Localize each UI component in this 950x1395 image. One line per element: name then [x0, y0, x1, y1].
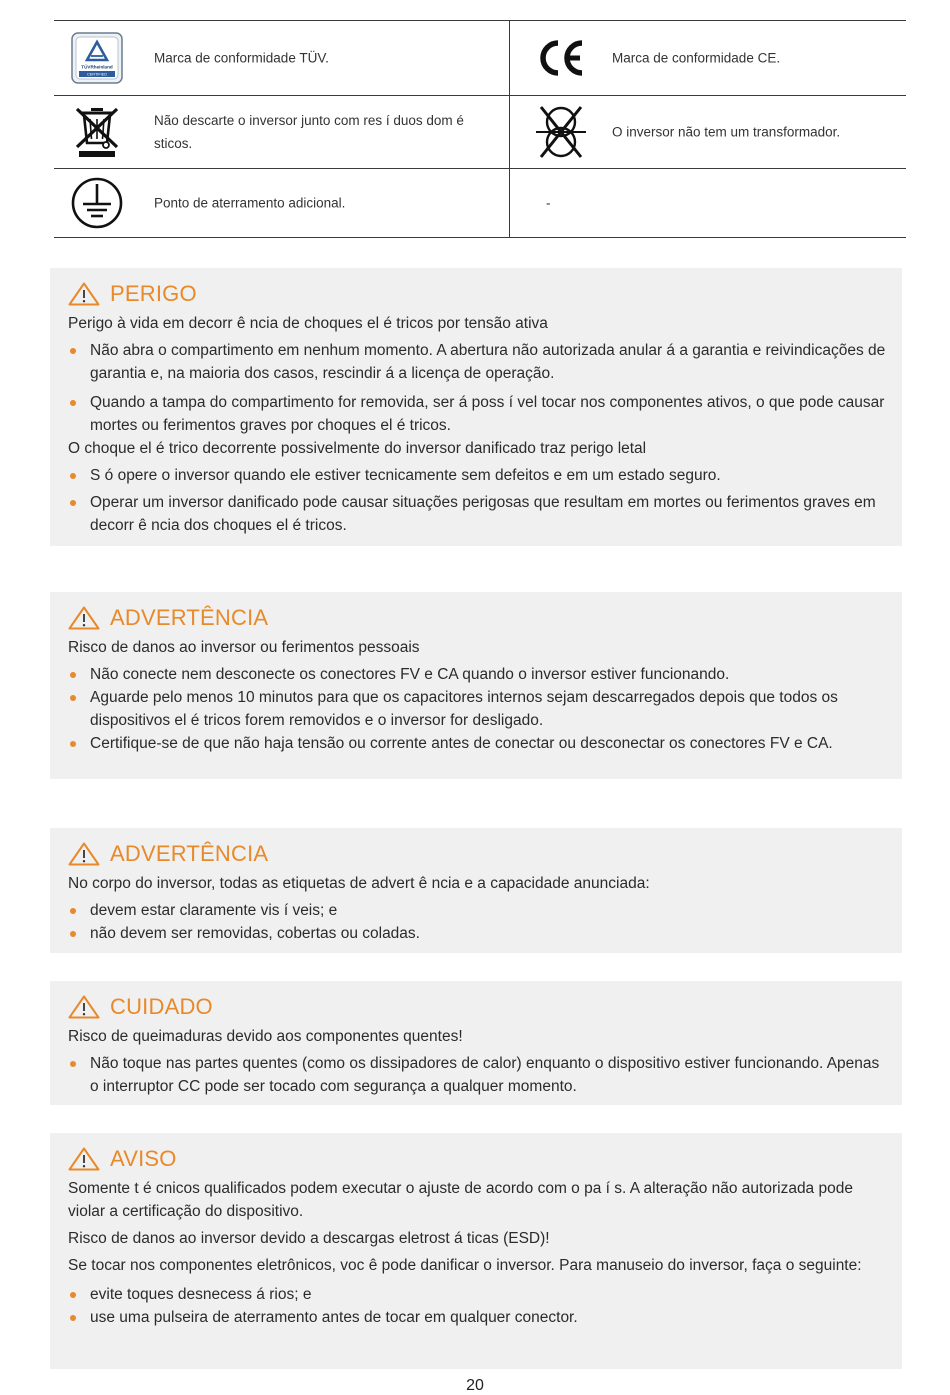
- notice-title: PERIGO: [110, 281, 197, 306]
- symbol-description: -: [546, 195, 551, 211]
- symbol-row: [54, 21, 906, 96]
- tuv-certified-icon: [70, 31, 124, 85]
- symbol-cell: [54, 96, 509, 168]
- notice-title: ADVERTÊNCIA: [110, 605, 269, 630]
- symbol-description: Não descarte o inversor junto com res í duos dom é sticos.: [154, 113, 464, 151]
- notice-header: [68, 282, 892, 306]
- notice-bullet: não devem ser removidas, cobertas ou coladas.: [68, 922, 892, 945]
- warning-icon: [68, 606, 100, 630]
- notice-bullet-list: [68, 899, 892, 945]
- warning-icon: [68, 282, 100, 306]
- notice-bullet: evite toques desnecess á rios; e: [68, 1283, 892, 1306]
- warning-notice: [50, 592, 902, 779]
- danger-notice: [50, 268, 902, 546]
- symbol-description: O inversor não tem um transformador.: [612, 124, 841, 140]
- symbol-cell: [509, 96, 906, 168]
- symbol-description: Marca de conformidade TÜV.: [154, 50, 329, 66]
- notice-bullet-list: [68, 464, 892, 537]
- ce-mark-icon: [534, 31, 588, 85]
- notice-bullet-list: [68, 1052, 892, 1098]
- notice-bullet: Quando a tampa do compartimento for removida, ser á poss í vel tocar nos componentes ativos, o que pode causar mortes ou ferimentos graves por choques el é tricos.: [68, 391, 892, 437]
- notice-header: [68, 1147, 892, 1171]
- notice-title: CUIDADO: [110, 994, 213, 1019]
- page-number: 20: [466, 1377, 484, 1394]
- notice-bullet: Não conecte nem desconecte os conectores FV e CA quando o inversor estiver funcionando.: [68, 663, 892, 686]
- symbol-table: [54, 20, 906, 238]
- notice-bullet-list: [68, 663, 892, 755]
- svg-text:TÜVRheinland: TÜVRheinland: [81, 64, 113, 70]
- warning-notice: [50, 828, 902, 953]
- notice-bullet: Certifique-se de que não haja tensão ou corrente antes de conectar ou desconectar os conectores FV e CA.: [68, 732, 892, 755]
- svg-text:CERTIFIED: CERTIFIED: [87, 72, 107, 77]
- symbol-row: [54, 169, 906, 238]
- notice-bullet: devem estar claramente vis í veis; e: [68, 899, 892, 922]
- notice-paragraph: Se tocar nos componentes eletrônicos, voc ê pode danificar o inversor. Para manuseio do inversor, faça o seguinte:: [68, 1257, 862, 1274]
- notice-intro: Risco de queimaduras devido aos componentes quentes!: [68, 1028, 463, 1045]
- warning-icon: [68, 1147, 100, 1171]
- notice-bullet: Não abra o compartimento em nenhum momento. A abertura não autorizada anular á a garantia e reivindicações de garantia e, na maioria dos casos, rescindir á a licença de operação.: [68, 339, 892, 385]
- notice-bullet: Operar um inversor danificado pode causar situações perigosas que resultam em mortes ou ferimentos graves em decorr ê ncia dos choques el é tricos.: [68, 491, 892, 537]
- notice-bullet: Aguarde pelo menos 10 minutos para que os capacitores internos sejam descarregados depois que todos os dispositivos el é tricos forem removidos e o inversor for desligado.: [68, 686, 892, 732]
- notice-header: [68, 995, 892, 1019]
- notice-intro: O choque el é trico decorrente possivelmente do inversor danificado traz perigo letal: [68, 440, 647, 457]
- symbol-cell: [509, 21, 906, 95]
- notice-bullet: S ó opere o inversor quando ele estiver tecnicamente sem defeitos e em um estado seguro.: [68, 464, 892, 487]
- notice-bullet: Não toque nas partes quentes (como os dissipadores de calor) enquanto o dispositivo estiver funcionando. Apenas o interruptor CC pode ser tocado com segurança a qualquer momento.: [68, 1052, 892, 1098]
- notice-paragraph: Somente t é cnicos qualificados podem executar o ajuste de acordo com o pa í s. A alteração não autorizada pode violar a certificação do dispositivo.: [68, 1180, 853, 1220]
- notice-box: [50, 1133, 902, 1369]
- notice-intro: Perigo à vida em decorr ê ncia de choques el é tricos por tensão ativa: [68, 315, 548, 332]
- grounding-point-icon: [70, 176, 124, 230]
- caution-notice: [50, 981, 902, 1105]
- notice-intro: Risco de danos ao inversor ou ferimentos pessoais: [68, 639, 420, 656]
- notice-intro: No corpo do inversor, todas as etiquetas de advert ê ncia e a capacidade anunciada:: [68, 875, 650, 892]
- symbol-description: Ponto de aterramento adicional.: [154, 195, 346, 211]
- no-transformer-icon: [534, 105, 588, 159]
- warning-icon: [68, 995, 100, 1019]
- notice-title: AVISO: [110, 1146, 177, 1171]
- notice-bullet-list: [68, 339, 892, 437]
- notice-header: [68, 606, 892, 630]
- symbol-cell: [509, 169, 906, 237]
- notice-paragraph: Risco de danos ao inversor devido a descargas eletrost á ticas (ESD)!: [68, 1230, 550, 1247]
- notice-bullet: use uma pulseira de aterramento antes de tocar em qualquer conector.: [68, 1306, 892, 1329]
- notice-header: [68, 842, 892, 866]
- symbol-cell: [54, 169, 509, 237]
- notice-bullet-list: [68, 1283, 892, 1329]
- warning-icon: [68, 842, 100, 866]
- symbol-cell: [54, 21, 509, 95]
- symbol-row: [54, 96, 906, 169]
- notice-title: ADVERTÊNCIA: [110, 841, 269, 866]
- weee-disposal-icon: [70, 105, 124, 159]
- symbol-description: Marca de conformidade CE.: [612, 50, 781, 66]
